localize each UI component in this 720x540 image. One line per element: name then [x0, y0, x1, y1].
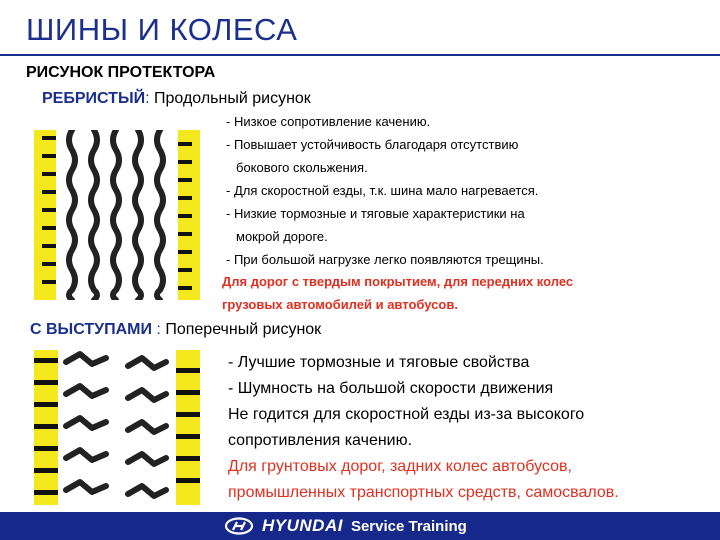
- rib-tread-image: [32, 130, 202, 300]
- section-heading: РИСУНОК ПРОТЕКТОРА: [26, 64, 216, 81]
- lug-note-line: Для грунтовых дорог, задних колес автобусов,: [228, 458, 572, 475]
- list-item: - Низкое сопротивление качению.: [226, 114, 431, 129]
- lug-application-note: [228, 454, 698, 506]
- footer-bar: [0, 512, 720, 540]
- lug-note-line: промышленных транспортных средств, самосвалов.: [228, 484, 619, 501]
- list-item: бокового скольжения.: [236, 160, 368, 175]
- footer-brand: [224, 516, 467, 536]
- hyundai-logo-icon: [224, 517, 254, 535]
- rib-note-line: Для дорог с твердым покрытием, для передних колес: [222, 274, 574, 289]
- list-item: Не годится для скоростной езды из-за высокого: [228, 406, 585, 423]
- list-item: - Повышает устойчивость благодаря отсутствию: [226, 137, 519, 152]
- list-item: мокрой дороге.: [236, 229, 328, 244]
- page-title: ШИНЫ И КОЛЕСА: [26, 12, 298, 47]
- lug-tread-image: [32, 350, 202, 505]
- lug-characteristics-list: [228, 350, 708, 454]
- list-item: - Шумность на большой скорости движения: [228, 380, 554, 397]
- rib-separator: :: [145, 90, 150, 107]
- list-item: - При большой нагрузке легко появляются трещины.: [226, 252, 544, 267]
- list-item: - Для скоростной езды, т.к. шина мало нагревается.: [226, 183, 539, 198]
- rib-keyword: РЕБРИСТЫЙ: [42, 90, 146, 107]
- list-item: - Лучшие тормозные и тяговые свойства: [228, 354, 530, 371]
- lug-description: Поперечный рисунок: [165, 321, 322, 338]
- rib-characteristics-list: [226, 110, 706, 271]
- lug-keyword: С ВЫСТУПАМИ: [30, 321, 152, 338]
- title-divider: [0, 54, 720, 56]
- rib-note-line: грузовых автомобилей и автобусов.: [222, 297, 458, 312]
- rib-heading: [42, 90, 311, 108]
- lug-separator: :: [151, 321, 161, 338]
- lug-heading: [30, 321, 321, 339]
- footer-logo-text: HYUNDAI: [262, 516, 343, 535]
- list-item: сопротивления качению.: [228, 432, 413, 449]
- rib-description: Продольный рисунок: [154, 90, 311, 107]
- list-item: - Низкие тормозные и тяговые характеристики на: [226, 206, 525, 221]
- footer-subtitle: Service Training: [350, 517, 467, 535]
- rib-application-note: [222, 270, 692, 316]
